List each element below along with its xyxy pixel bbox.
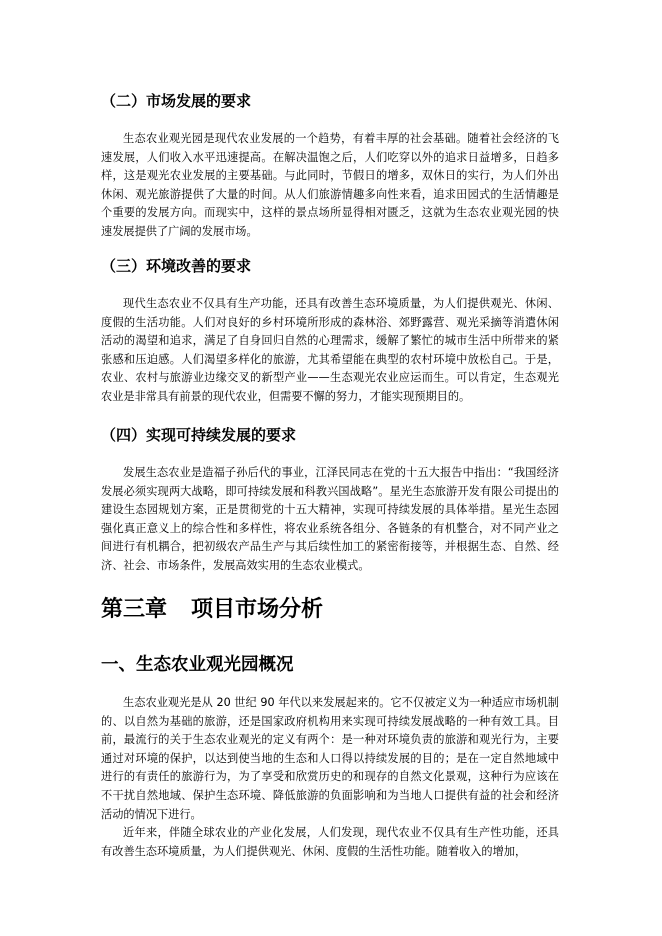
paragraph-market-development: 生态农业观光园是现代农业发展的一个趋势，有着丰厚的社会基础。随着社会经济的飞速发展，人们收入水平迅速提高。在解决温饱之后，人们吃穿以外的追求日益增多，日趋多样，这是观光农业发展的主要基础。与此同时，节假日的增多，双休日的实行，为人们外出休闲、观光旅游提供了大量的时间。从人们旅游情趣多向性来看，追求田园式的生活情趣是个重要的发展方向。而现实中，这样的景点场所显得相对匮乏，这就为生态农业观光园的快速发展提供了广阔的发展市场。	[101, 132, 559, 238]
chapter-name: 项目市场分析	[191, 596, 324, 622]
chapter-title	[101, 594, 323, 624]
paragraph-sustainable-development: 发展生态农业是造福子孙后代的事业，江泽民同志在党的十五大报告中指出：“我国经济发展必须实现两大战略，即可持续发展和科教兴国战略”。星光生态旅游开发有限公司提出的建设生态园规划方案，正是贯彻党的十五大精神，实现可持续发展的具体举措。星光生态园强化真正意义上的综合性和多样性，将农业系统各组分、各链条的有机整合，对不同产业之间进行有机耦合，把初级农产品生产与其后续性加工的紧密衔接等，并根据生态、自然、经济、社会、市场条件，发展高效实用的生态农业模式。	[101, 466, 559, 572]
heading-sustainable-development: （四）实现可持续发展的要求	[101, 426, 297, 444]
heading-environment-improvement: （三）环境改善的要求	[101, 257, 252, 275]
chapter-number: 第三章	[101, 596, 168, 622]
section-title: 一、生态农业观光园概况	[101, 655, 294, 675]
paragraph-eco-tourism-definition: 生态农业观光是从 20 世纪 90 年代以来发展起来的。它不仅被定义为一种适应市场机制的、以自然为基础的旅游，还是国家政府机构用来实现可持续发展战略的一种有效工具。目前，最流行的关于生态农业观光的定义有两个：是一种对环境负责的旅游和观光行为，主要通过对环境的保护，以达到使当地的生态和人口得以持续发展的目的；是在一定自然地域中进行的有责任的旅游行为，为了享受和欣赏历史的和现存的自然文化景观，这种行为应该在不干扰自然地域、保护生态环境、降低旅游的负面影响和为当地人口提供有益的社会和经济活动的情况下进行。	[101, 696, 559, 821]
heading-market-development: （二）市场发展的要求	[101, 92, 252, 110]
paragraph-environment-improvement: 现代生态农业不仅具有生产功能，还具有改善生态环境质量，为人们提供观光、休闲、度假的生活功能。人们对良好的乡村环境所形成的森林浴、郊野露营、观光采摘等消遣休闲活动的渴望和追求，满足了自身回归自然的心理需求，缓解了繁忙的城市生活中所带来的紧张感和压迫感。人们渴望多样化的旅游，尤其希望能在典型的农村环境中放松自己。于是，农业、农村与旅游业边缘交叉的新型产业——生态观光农业应运而生。可以肯定，生态观光农业是非常具有前景的现代农业，但需要不懈的努力，才能实现预期目的。	[101, 297, 559, 403]
paragraph-recent-years: 近年来，伴随全球农业的产业化发展，人们发现，现代农业不仅具有生产性功能，还具有改善生态环境质量，为人们提供观光、休闲、度假的生活性功能。随着收入的增加，	[101, 826, 559, 858]
